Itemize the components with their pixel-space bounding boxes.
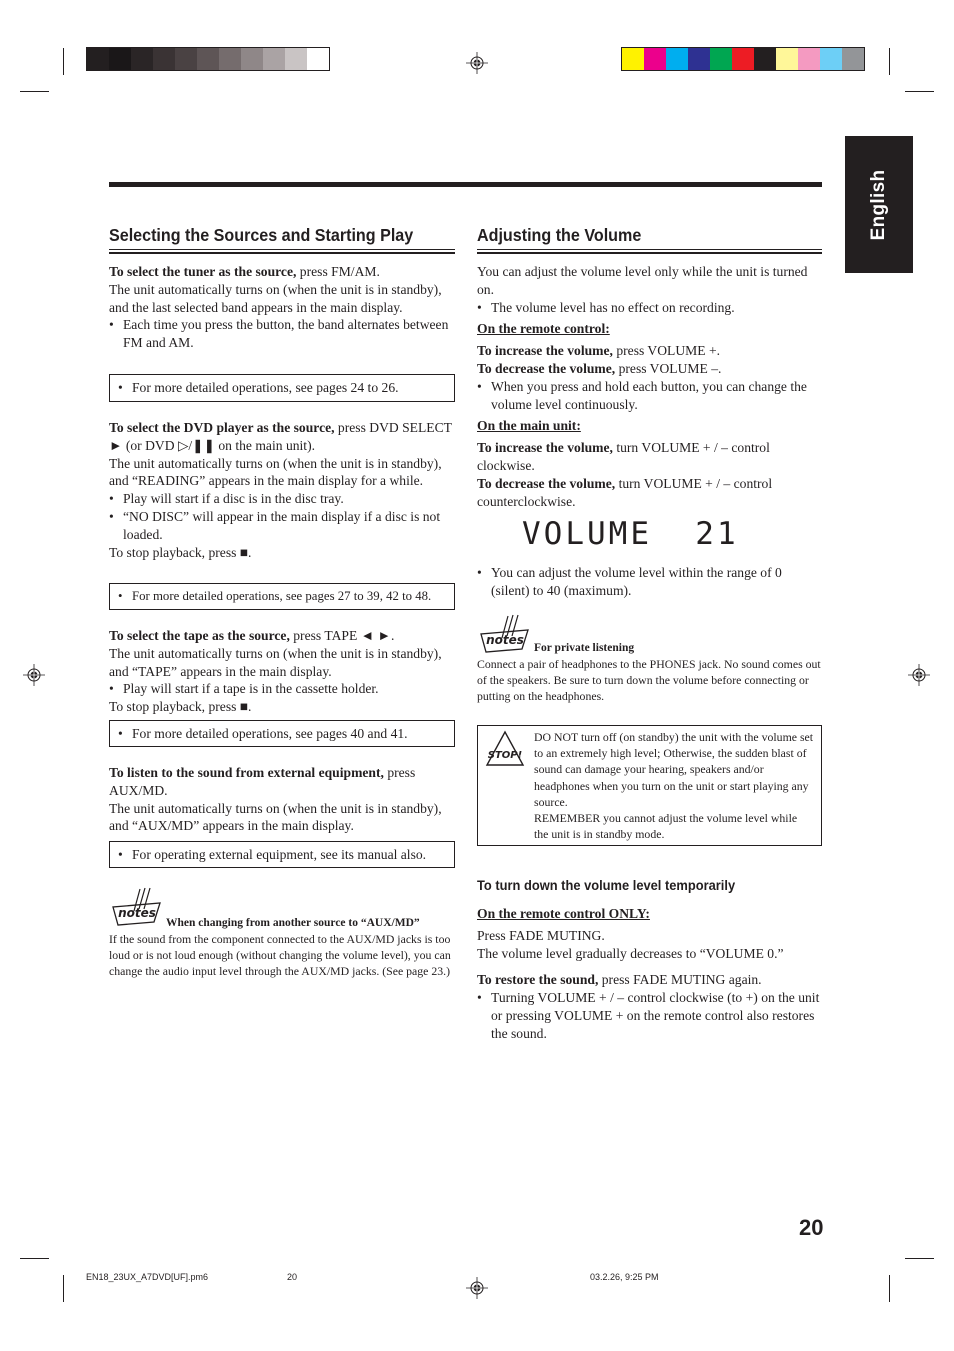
registration-mark-icon — [466, 52, 488, 74]
gray-swatch — [307, 48, 329, 70]
volume-display-readout: VOLUME 21 — [522, 516, 739, 552]
fade-line-2: The volume level gradually decreases to “VOLUME 0.” — [477, 945, 784, 961]
notes-icon-label: notes — [118, 906, 156, 920]
notes-icon — [478, 612, 530, 656]
title-underline — [477, 252, 822, 254]
gray-swatch — [263, 48, 285, 70]
registration-mark-icon — [466, 1277, 488, 1299]
warning-body-1: DO NOT turn off (on standby) the unit with the volume set to an extremely high level; Otherwise, the sudden blast of sound can damage your hearing, speakers and/or headphones when you turn on the unit or start playing any source. — [534, 730, 814, 809]
dvd-body: The unit automatically turns on (when the unit is in standby), and “READING” appears in the main display for a while. — [109, 455, 442, 489]
fade-section — [477, 905, 822, 1043]
volume-intro-bullet: • The volume level has no effect on recording. — [477, 299, 822, 317]
tuner-lead-rest: press FM/AM. — [296, 264, 380, 279]
color-swatch — [798, 48, 820, 70]
tape-lead: To select the tape as the source, — [109, 628, 290, 643]
gray-swatch — [109, 48, 131, 70]
gray-swatch — [219, 48, 241, 70]
aux-lead: To listen to the sound from external equipment, — [109, 765, 384, 780]
remote-increase-rest: press VOLUME +. — [612, 343, 721, 359]
title-underline — [109, 249, 455, 250]
crop-mark — [905, 1258, 934, 1259]
crop-mark — [889, 1275, 890, 1302]
volume-section — [477, 263, 822, 510]
tape-reference-box — [109, 720, 455, 747]
dvd-reference: • For more detailed operations, see pages 27 to 39, 42 to 48. — [118, 588, 454, 605]
header-rule — [109, 182, 822, 187]
aux-section — [109, 764, 455, 835]
tape-reference: • For more detailed operations, see pages 40 and 41. — [118, 725, 454, 742]
dvd-bullet-2: • “NO DISC” will appear in the main display if a disc is not loaded. — [109, 508, 455, 544]
volume-range-bullet: • You can adjust the volume level within the range of 0 (silent) to 40 (maximum). — [477, 564, 822, 600]
gray-swatch — [153, 48, 175, 70]
crop-mark — [20, 1258, 49, 1259]
tape-stop: To stop playback, press ■. — [109, 699, 252, 715]
footer-date: 03.2.26, 9:25 PM — [590, 1272, 659, 1282]
dvd-lead-rest: press DVD SELECT ► (or DVD ▷/❚❚ on the main unit). — [109, 420, 452, 453]
volume-range-section — [477, 564, 822, 600]
remote-decrease-rest: press VOLUME –. — [615, 360, 722, 376]
gray-swatch — [87, 48, 109, 70]
crop-mark — [20, 91, 49, 92]
fade-line-1: Press FADE MUTING. — [477, 927, 605, 943]
color-swatch — [732, 48, 754, 70]
tape-bullet: • Play will start if a tape is in the cassette holder. — [109, 680, 455, 698]
fade-heading: On the remote control ONLY: — [477, 906, 650, 921]
color-swatch — [688, 48, 710, 70]
tuner-section — [109, 263, 455, 352]
section-title-volume: Adjusting the Volume — [477, 225, 642, 245]
remote-heading: On the remote control: — [477, 321, 610, 337]
stop-icon — [485, 730, 525, 768]
volume-intro: You can adjust the volume level only while the unit is turned on. — [477, 264, 808, 297]
grayscale-calibration-bar — [86, 47, 330, 71]
main-increase-lead: To increase the volume, — [477, 440, 613, 456]
main-increase-rest: turn VOLUME + / – control clockwise. — [477, 440, 770, 473]
crop-mark — [63, 1275, 64, 1302]
main-decrease-rest: turn VOLUME + / – control counterclockwise. — [477, 475, 773, 509]
crop-mark — [889, 48, 890, 75]
remote-bullet: • When you press and hold each button, you can change the volume level continuously. — [477, 378, 822, 414]
notes-icon-label: notes — [486, 633, 524, 647]
title-underline — [477, 249, 822, 250]
fade-restore-lead: To restore the sound, — [477, 972, 599, 988]
gray-swatch — [175, 48, 197, 70]
gray-swatch — [131, 48, 153, 70]
registration-mark-icon — [23, 664, 45, 686]
gray-swatch — [285, 48, 307, 70]
color-swatch — [666, 48, 688, 70]
aux-body: The unit automatically turns on (when the unit is in standby), and “AUX/MD” appears in the main display. — [109, 800, 442, 834]
remote-increase-lead: To increase the volume, — [477, 343, 613, 359]
tape-lead-rest: press TAPE ◄ ►. — [289, 628, 395, 643]
dvd-bullet-1: • Play will start if a disc is in the disc tray. — [109, 490, 455, 508]
aux-reference-box — [109, 841, 455, 868]
footer-file: EN18_23UX_A7DVD[UF].pm6 — [86, 1272, 209, 1282]
page-number: 20 — [799, 1215, 824, 1240]
title-underline — [109, 252, 455, 254]
color-swatch — [622, 48, 644, 70]
color-swatch — [754, 48, 776, 70]
dvd-section — [109, 419, 455, 561]
color-swatch — [710, 48, 732, 70]
stop-icon-label: STOP! — [487, 750, 523, 761]
language-tab — [845, 136, 913, 273]
fade-restore-rest: press FADE MUTING again. — [598, 972, 762, 988]
dvd-stop: To stop playback, press ■. — [109, 544, 252, 560]
aux-lead-rest: press AUX/MD. — [109, 765, 416, 798]
tape-body: The unit automatically turns on (when the unit is in standby), and “TAPE” appears in the main display. — [109, 645, 442, 679]
registration-mark-icon — [908, 664, 930, 686]
warning-body-2: REMEMBER you cannot adjust the volume level while the unit is in standby mode. — [534, 811, 798, 842]
footer-page: 20 — [287, 1272, 298, 1282]
language-tab-label: English — [868, 169, 889, 240]
notes-heading: For private listening — [534, 642, 635, 654]
tuner-reference: • For more detailed operations, see pages 24 to 26. — [118, 379, 454, 396]
color-calibration-bar — [621, 47, 865, 71]
main-unit-heading: On the main unit: — [477, 418, 581, 434]
aux-reference: • For operating external equipment, see its manual also. — [118, 846, 454, 863]
tuner-bullet: • Each time you press the button, the band alternates between FM and AM. — [109, 316, 455, 352]
dvd-lead: To select the DVD player as the source, — [109, 420, 335, 435]
gray-swatch — [197, 48, 219, 70]
color-swatch — [644, 48, 666, 70]
warning-text — [534, 729, 814, 842]
tuner-body: The unit automatically turns on (when the unit is in standby), and the last selected band appears in the main display. — [109, 281, 442, 315]
tuner-lead: To select the tuner as the source, — [109, 264, 297, 279]
crop-mark — [905, 91, 934, 92]
notes-icon — [110, 885, 162, 929]
color-swatch — [820, 48, 842, 70]
color-swatch — [842, 48, 864, 70]
fade-bullet: • Turning VOLUME + / – control clockwise (to +) on the unit or pressing VOLUME + on the remote control also restores the sound. — [477, 989, 822, 1042]
color-swatch — [776, 48, 798, 70]
tape-section — [109, 627, 455, 716]
section-title-sources: Selecting the Sources and Starting Play — [109, 225, 414, 245]
crop-mark — [63, 48, 64, 75]
notes-body: If the sound from the component connected to the AUX/MD jacks is too loud or is not loud enough (without changing the volume level), you can change the audio input level through the AUX/MD jacks. (See page 23.) — [109, 932, 451, 978]
dvd-reference-box — [109, 583, 455, 610]
gray-swatch — [241, 48, 263, 70]
remote-decrease-lead: To decrease the volume, — [477, 360, 616, 376]
tuner-reference-box — [109, 374, 455, 402]
main-decrease-lead: To decrease the volume, — [477, 475, 616, 491]
fade-title: To turn down the volume level temporarily — [477, 877, 736, 893]
notes-heading: When changing from another source to “AUX/MD” — [166, 917, 420, 929]
notes-body: Connect a pair of headphones to the PHONES jack. No sound comes out of the speakers. Be sure to turn down the volume before connecting or putting on the headphones. — [477, 657, 821, 703]
